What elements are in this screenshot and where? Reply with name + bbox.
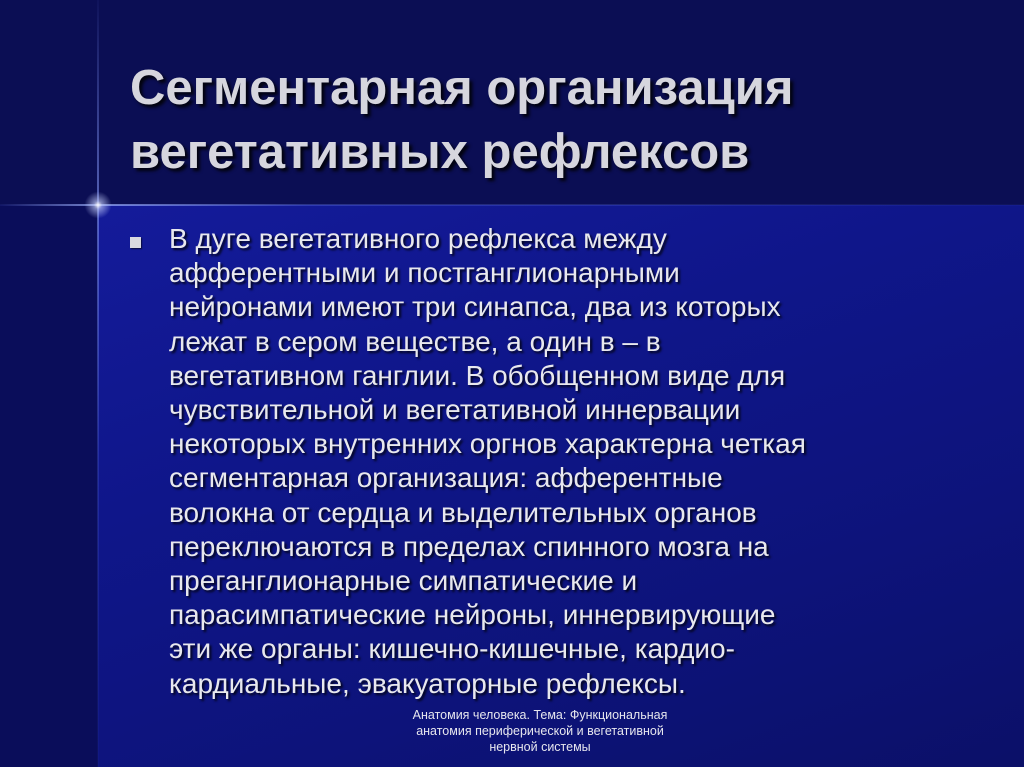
slide-title [130,56,990,184]
bullet-text-line: некоторых внутренних оргнов характерна четкая [169,428,806,460]
slide-title-line: вегетативных рефлексов [130,125,750,179]
bullet-text-line: лежат в сером веществе, а один в – в [169,325,661,357]
left-strip [0,205,98,767]
bullet-text [169,222,979,701]
bullet-text-line: преганглионарные симпатические и [169,565,638,597]
bullet-text-line: афферентными и постганглионарными [169,257,680,289]
footer-line: нервной системы [489,740,591,754]
bullet-text-line: эти же органы: кишечно-кишечные, кардио- [169,633,735,665]
star-flare-decoration [82,189,114,221]
bullet-text-line: нейронами имеют три синапса, два из которых [169,291,781,323]
bullet-text-line: кардиальные, эвакуаторные рефлексы. [169,667,686,699]
footer-line: Анатомия человека. Тема: Функциональная [412,708,668,722]
bullet-text-line: В дуге вегетативного рефлекса между [169,223,667,254]
bullet-text-line: волокна от сердца и выделительных органов [169,496,757,528]
bullet-text-line: сегментарная организация: афферентные [169,462,723,494]
footer-line: анатомия периферической и вегетативной [416,724,664,738]
vertical-divider-line [97,0,99,767]
bullet-text-line: чувствительной и вегетативной иннервации [169,394,741,426]
slide-title-line: Сегментарная организация [130,61,794,115]
horizontal-divider-line [0,204,1024,206]
square-bullet-icon [130,237,141,248]
bullet-text-line: парасимпатические нейроны, иннервирующие [169,599,776,631]
slide-footer [380,707,700,755]
bullet-text-line: переключаются в пределах спинного мозга на [169,530,769,562]
bullet-text-line: вегетативном ганглии. В обобщенном виде для [169,359,786,391]
